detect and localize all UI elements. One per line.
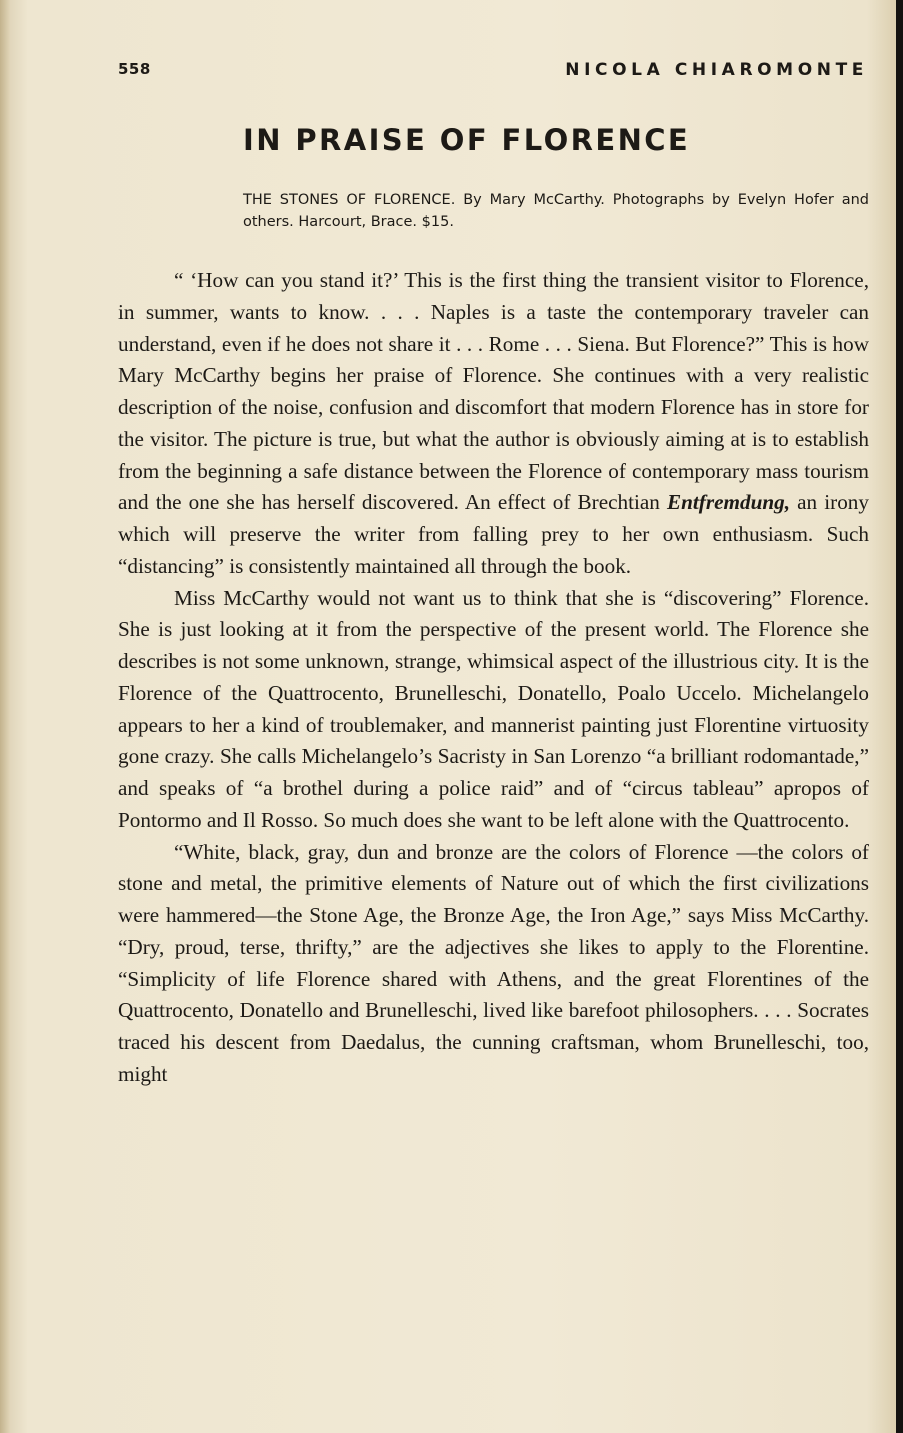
book-citation: THE STONES OF FLORENCE. By Mary McCarthy. Photographs by Evelyn Hofer and others. Harcourt, Brace. $15.: [243, 192, 869, 230]
paragraph-2: Miss McCarthy would not want us to think that she is “discovering” Florence. She is just looking at it from the perspective of the present world. The Florence she describes is not some unknown, strange, whimsical aspect of the illustrious city. It is the Florence of the Quattrocento, Brunelleschi, Donatello, Poalo Uccelo. Michelangelo appears to her a kind of troublemaker, and mannerist painting just Florentine virtuosity gone crazy. She calls Michelangelo’s Sacristy in San Lorenzo “a brilliant rodomantade,” and speaks of “a brothel during a police raid” and of “circus tableau” apropos of Pontormo and Il Rosso. So much does she want to be left alone with the Quattrocento.: [118, 585, 869, 832]
paragraph-1: [118, 265, 869, 583]
paragraph-1-text-a: “ ‘How can you stand it?’ This is the first thing the transient visitor to Florence, in summer, wants to know. . . . Naples is a taste the contemporary traveler can understand, even if he does not share it . . . Rome . . . Siena. But Florence?” This is how Mary McCarthy begins her praise of Florence. She continues with a very realistic description of the noise, confusion and discomfort that modern Florence has in store for the visitor. The picture is true, but what the author is obviously aiming at is to establish from the beginning a safe distance between the Florence of contemporary mass tourism and the one she has herself discovered. An effect of Brechtian: [118, 268, 869, 515]
page-edge-dark: [896, 0, 903, 1433]
paragraph-3: “White, black, gray, dun and bronze are the colors of Florence —the colors of stone and metal, the primitive elements of Nature out of which the first civilizations were hammered—the Stone Age, the Bronze Age, the Iron Age,” says Miss McCarthy. “Dry, proud, terse, thrifty,” are the adjectives she likes to apply to the Florentine. “Simplicity of life Florence shared with Athens, and the great Florentines of the Quattrocento, Donatello and Brunelleschi, lived like barefoot philosophers. . . . Socrates traced his descent from Daedalus, the cunning craftsman, whom Brunelleschi, too, might: [118, 839, 869, 1086]
running-header: [118, 60, 868, 84]
article-body: [118, 265, 869, 1091]
paragraph-1-text-b: an irony which will preserve the writer from falling prey to her own enthusiasm. Such “distancing” is consistently maintained all through the book.: [118, 490, 869, 578]
page-number: 558: [118, 60, 151, 78]
article-title: IN PRAISE OF FLORENCE: [243, 123, 691, 157]
page-gutter-shadow: [0, 0, 10, 1433]
running-head-author: NICOLA CHIAROMONTE: [565, 60, 868, 80]
paragraph-1-italic-term: Entfremdung,: [667, 490, 791, 515]
